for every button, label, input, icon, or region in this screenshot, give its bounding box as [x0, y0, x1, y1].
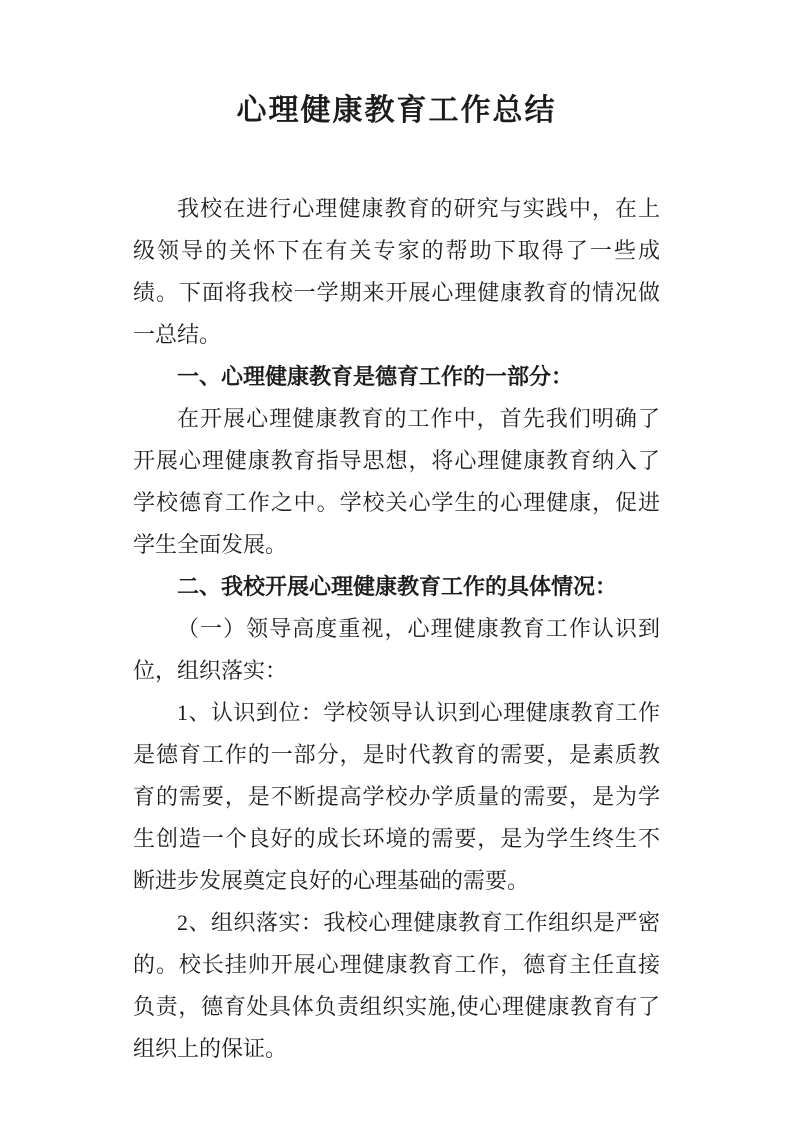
paragraph-intro: 我校在进行心理健康教育的研究与实践中，在上级领导的关怀下在有关专家的帮助下取得了一些成绩。下面将我校一学期来开展心理健康教育的情况做一总结。 — [133, 196, 660, 347]
document-title: 心理健康教育工作总结 — [236, 94, 557, 127]
heading-section-1: 一、心理健康教育是德育工作的一部分： — [177, 364, 574, 389]
paragraph-item-1-awareness: 1、认识到位：学校领导认识到心理健康教育工作是德育工作的一部分，是时代教育的需要，是素质教育的需要，是不断提高学校办学质量的需要，是为学生创造一个良好的成长环境的需要，是为学生终生不断进步发展奠定良好的心理基础的需要。 — [133, 700, 660, 893]
heading-section-2: 二、我校开展心理健康教育工作的具体情况： — [177, 574, 618, 599]
paragraph-section-1-body: 在开展心理健康教育的工作中，首先我们明确了开展心理健康教育指导思想，将心理健康教育纳入了学校德育工作之中。学校关心学生的心理健康，促进学生全面发展。 — [133, 406, 660, 557]
paragraph-item-2-organization: 2、组织落实：我校心理健康教育工作组织是严密的。校长挂帅开展心理健康教育工作，德育主任直接负责，德育处具体负责组织实施,使心理健康教育有了组织上的保证。 — [133, 910, 660, 1061]
paragraph-subsection-1-lead: （一）领导高度重视，心理健康教育工作认识到位，组织落实： — [133, 616, 660, 683]
